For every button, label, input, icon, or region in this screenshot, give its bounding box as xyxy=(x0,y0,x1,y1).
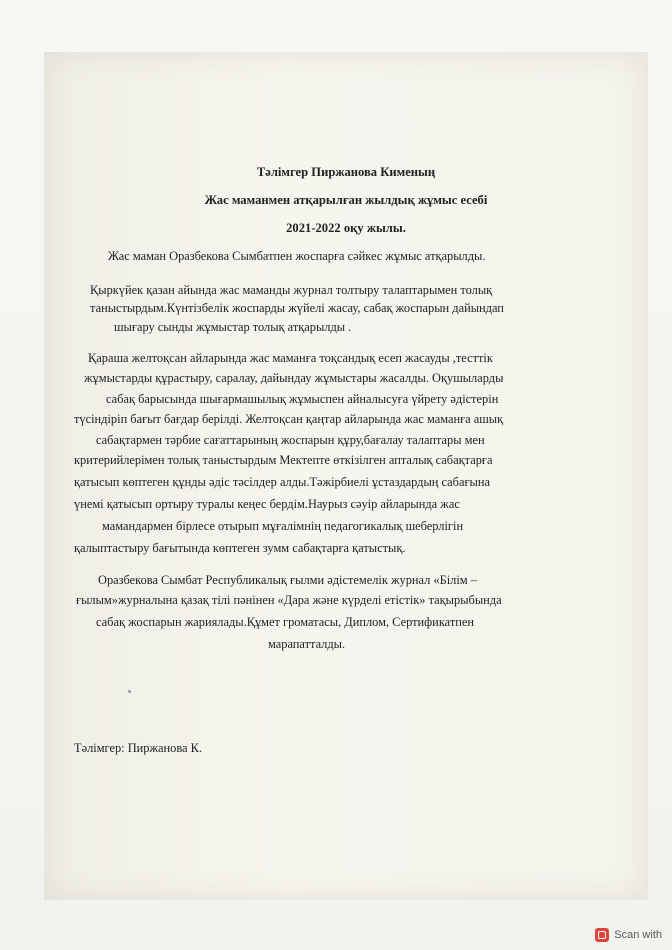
signature: Тәлімгер: Пиржанова К. xyxy=(74,741,202,755)
para2-line-4: түсіндіріп бағыт бағдар берілді. Желтоқсан қаңтар айларында жас маманға ашық xyxy=(74,412,504,426)
scanner-app-icon xyxy=(595,928,609,942)
academic-year: 2021-2022 оқу жылы. xyxy=(286,221,406,235)
para2-line-6: критерийлерімен толық таныстырдым Мектепте өткізілген апталық сабақтарға xyxy=(74,453,493,467)
intro-line: Жас маман Оразбекова Сымбатпен жоспарға сәйкес жұмыс атқарылды. xyxy=(108,249,486,263)
para2-line-9: мамандармен бірлесе отырып мұғалімнің педагогикалық шеберлігін xyxy=(102,519,464,533)
para1-line-3: шығару сынды жұмыстар толық атқарылды . xyxy=(114,320,352,334)
para2-line-2: жұмыстарды құрастыру, саралау, дайындау жұмыстары жасалды. Оқушыларды xyxy=(84,371,504,385)
para3-line-3: сабақ жоспарын жариялады.Құмет громатасы, Диплом, Сертификатпен xyxy=(96,615,475,629)
para2-line-3: сабақ барысында шығармашылық жұмыспен айналысуға үйрету әдістерін xyxy=(106,392,499,406)
para1-line-2: таныстырдым.Күнтізбелік жоспарды жүйелі жасау, сабақ жоспарын дайындап xyxy=(90,301,504,315)
document-author-title: Тәлімгер Пиржанова Кименың xyxy=(256,165,436,179)
document-page xyxy=(44,52,648,900)
para2-line-1: Қараша желтоқсан айларында жас маманға тоқсандық есеп жасауды ,тесттік xyxy=(88,351,493,365)
speck-mark xyxy=(128,690,131,693)
document-title: Жас маманмен атқарылған жылдық жұмыс есебі xyxy=(204,193,488,207)
para3-line-2: ғылым»журналына қазақ тілі пәнінен «Дара және күрделі етістік» тақырыбында xyxy=(76,593,502,607)
para2-line-8: үнемі қатысып ортыру туралы кеңес бердім.Наурыз сәуір айларында жас xyxy=(74,497,460,511)
scan-with-watermark xyxy=(595,928,662,942)
para2-line-7: қатысып көптеген құнды әдіс тәсілдер алды.Тәжірбиелі ұстаздардың сабағына xyxy=(74,475,491,489)
para2-line-10: қалыптастыру бағытында көптеген зумм сабақтарға қатыстық. xyxy=(74,541,406,555)
para1-line-1: Қыркүйек қазан айында жас маманды журнал толтыру талаптарымен толық xyxy=(90,283,493,297)
para3-line-1: Оразбекова Сымбат Республикалық ғылми әдістемелік журнал «Білім – xyxy=(98,573,477,587)
scan-with-label: Scan with xyxy=(614,929,662,941)
para3-line-4: марапатталды. xyxy=(268,637,346,651)
para2-line-5: сабақтармен тәрбие сағаттарының жоспарын құру,бағалау талаптары мен xyxy=(96,433,485,447)
